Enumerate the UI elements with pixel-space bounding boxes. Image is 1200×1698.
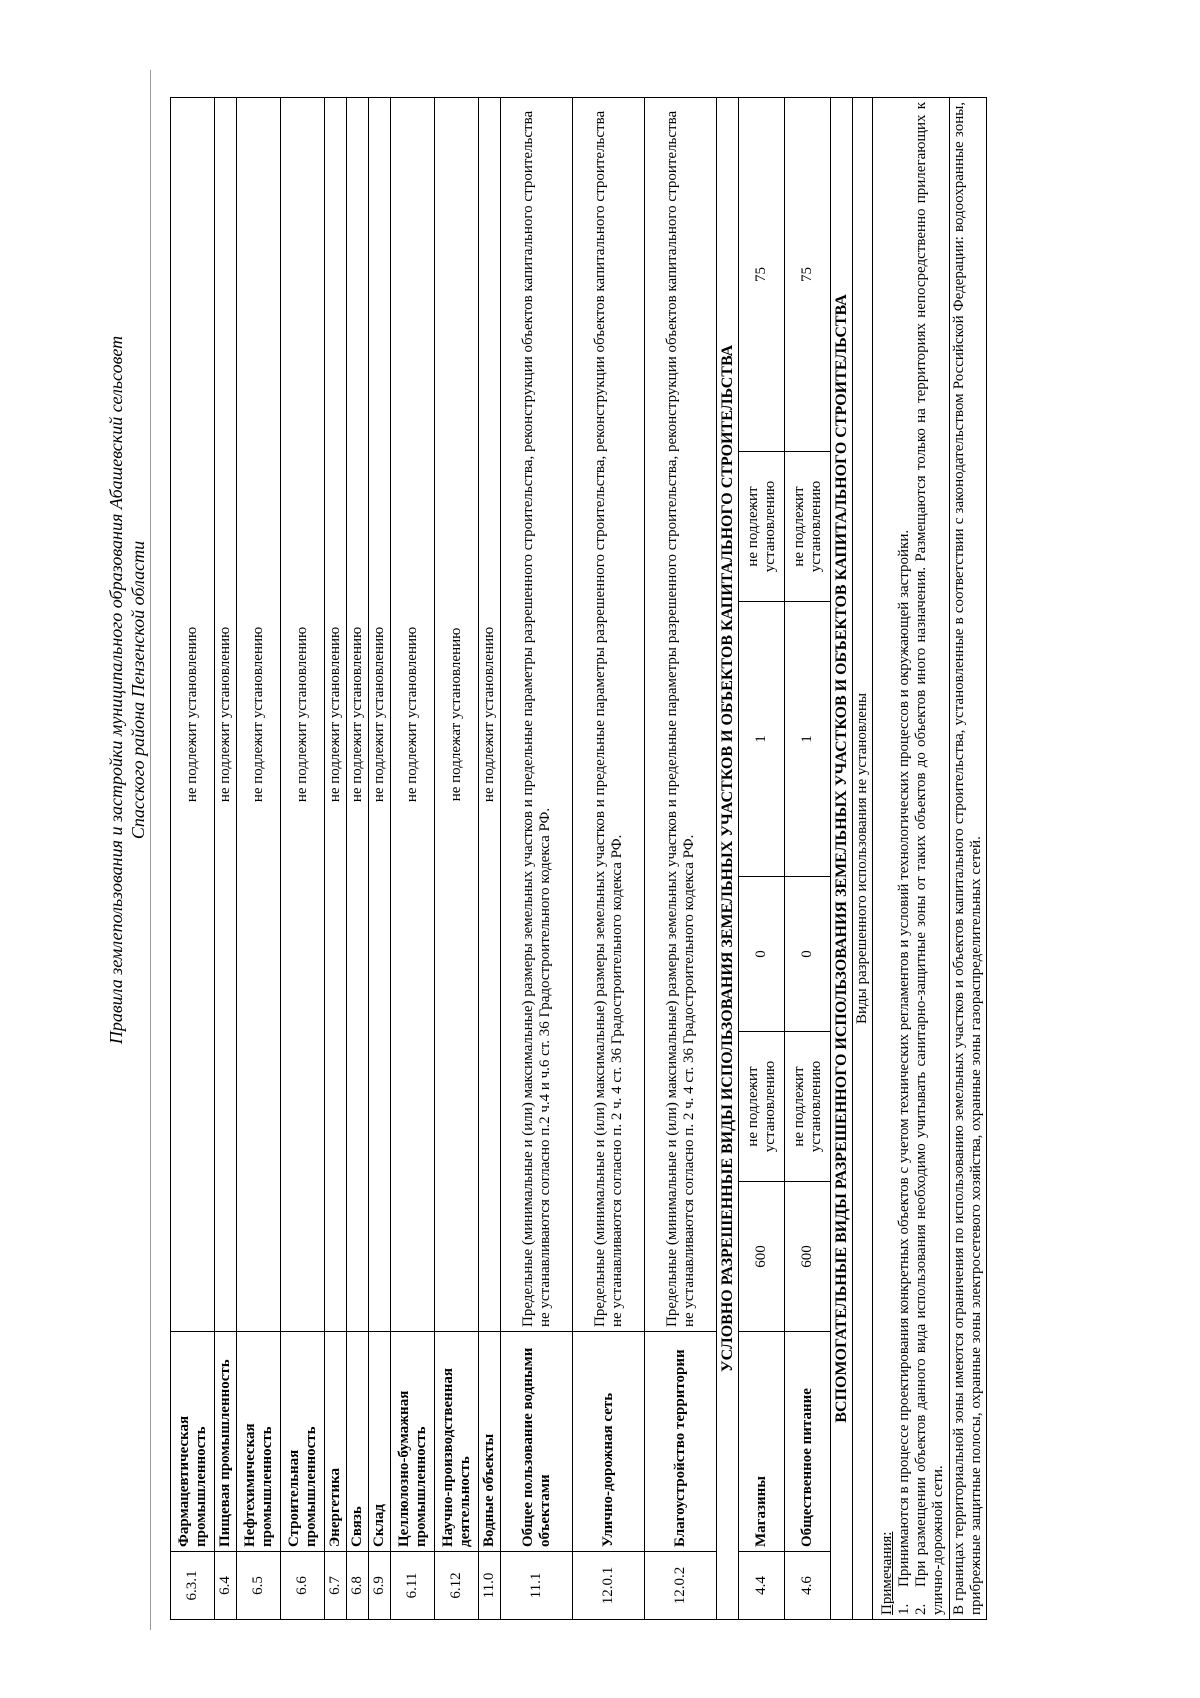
table-row (501, 97, 573, 1619)
row-value: Предельные (минимальные и (или) максимальные) размеры земельных участков и предельные параметры разрешенного строительства, реконструкции объектов капитального строительства не устанавливаются согласно п. 2 ч. 4 ст. 36 Градостроительного кодекса РФ. (573, 97, 645, 1331)
row-name: Улично-дорожная сеть (573, 1332, 645, 1552)
row-value: не подлежит установлению (171, 97, 215, 1331)
notes-title: Примечания: (879, 1531, 895, 1615)
table-row (435, 97, 479, 1619)
cell-setback: 0 (785, 877, 831, 1032)
footer-row (950, 97, 987, 1619)
note-text: Принимаются в процессе проектирования конкретных объектов с учетом технических регламентов и условий технологических процессов и окружающей застройки. (896, 529, 912, 1587)
row-value: не подлежит установлению (325, 97, 347, 1331)
footer-text: В границах территориальной зоны имеются ограничения по использованию земельных участков и объектов капитального строительства, установленные в соответствии с законодательством Российской Федерации: водоохранные зоны, прибрежные защитные полосы, охранные зоны электросетевого хозяйства, охранные зоны газораспределительных сетей. (950, 97, 987, 1619)
rotated-content (170, 98, 987, 1620)
cell-max-area: не подлежит установлению (739, 1032, 785, 1182)
note-number: 1. (896, 1603, 912, 1615)
row-name: Строительная промышленность (281, 1332, 325, 1552)
page-margin-line (150, 70, 151, 1630)
row-code: 6.4 (215, 1552, 237, 1620)
header-line-1: Правила землепользования и застройки муниципального образования Абашевский сельсовет (106, 335, 126, 1045)
cell-coverage: 75 (785, 97, 831, 451)
row-name: Общее пользование водными объектами (501, 1332, 573, 1552)
section-header-conditional (717, 97, 739, 1619)
table-row (325, 97, 347, 1619)
page-header (105, 80, 149, 1300)
row-value: не подлежит установлению (215, 97, 237, 1331)
row-code: 6.11 (391, 1552, 435, 1620)
row-name: Связь (347, 1332, 369, 1552)
notes-cell (873, 97, 950, 1619)
cell-floors: 1 (785, 602, 831, 877)
table-row (215, 97, 237, 1619)
table-row (281, 97, 325, 1619)
table-row (573, 97, 645, 1619)
note-text: При размещении объектов данного вида использования необходимо учитывать санитарно-защитные зоны от таких объектов до объектов иного назначения. Размещаются только на территориях непосредственно прилегающих к улично-дорожной сети. (913, 101, 946, 1615)
section-title: ВСПОМОГАТЕЛЬНЫЕ ВИДЫ РАЗРЕШЕННОГО ИСПОЛЬЗОВАНИЯ ЗЕМЕЛЬНЫХ УЧАСТКОВ И ОБЪЕКТОВ КАПИТАЛЬНОГО СТРОИТЕЛЬСТВА (831, 97, 853, 1619)
note-number: 2. (913, 1603, 929, 1615)
row-name: Фармацевтическая промышленность (171, 1332, 215, 1552)
row-value: не подлежат установлению (435, 97, 479, 1331)
note-item (896, 102, 913, 1615)
row-name: Целлюлозно-бумажная промышленность (391, 1332, 435, 1552)
row-code: 12.0.2 (645, 1552, 717, 1620)
row-name: Водные объекты (479, 1332, 501, 1552)
row-value: не подлежит установлению (347, 97, 369, 1331)
row-code: 6.9 (369, 1552, 391, 1620)
row-value: не подлежит установлению (281, 97, 325, 1331)
row-name: Магазины (739, 1332, 785, 1552)
table-row (347, 97, 369, 1619)
row-name: Пищевая промышленность (215, 1332, 237, 1552)
note-item (913, 102, 947, 1615)
table-row (785, 97, 831, 1619)
section-header-auxiliary (831, 97, 853, 1619)
cell-floors: 1 (739, 602, 785, 877)
row-name: Нефтехимическая промышленность (237, 1332, 281, 1552)
row-code: 6.7 (325, 1552, 347, 1620)
section-title: УСЛОВНО РАЗРЕШЕННЫЕ ВИДЫ ИСПОЛЬЗОВАНИЯ ЗЕМЕЛЬНЫХ УЧАСТКОВ И ОБЪЕКТОВ КАПИТАЛЬНОГО СТРОИТЕЛЬСТВА (717, 97, 739, 1619)
table-row (171, 97, 215, 1619)
row-code: 11.1 (501, 1552, 573, 1620)
row-value: не подлежит установлению (369, 97, 391, 1331)
row-code: 6.6 (281, 1552, 325, 1620)
row-code: 6.8 (347, 1552, 369, 1620)
notes-row (873, 97, 950, 1619)
row-name: Энергетика (325, 1332, 347, 1552)
table-row (391, 97, 435, 1619)
section-subtitle: Виды разрешенного использования не установлены (853, 97, 873, 1619)
row-name: Благоустройство территории (645, 1332, 717, 1552)
zoning-table (170, 97, 987, 1620)
cell-min-area: 600 (739, 1182, 785, 1332)
table-row (739, 97, 785, 1619)
row-value: не подлежит установлению (479, 97, 501, 1331)
row-code: 11.0 (479, 1552, 501, 1620)
row-code: 6.3.1 (171, 1552, 215, 1620)
row-code: 12.0.1 (573, 1552, 645, 1620)
table-row (237, 97, 281, 1619)
row-name: Научно-производственная деятельность (435, 1332, 479, 1552)
row-value: не подлежит установлению (391, 97, 435, 1331)
row-value: Предельные (минимальные и (или) максимальные) размеры земельных участков и предельные параметры разрешенного строительства, реконструкции объектов капитального строительства не устанавливаются согласно п.2 ч.4 и ч.6 ст. 36 Градостроительного кодекса РФ. (501, 97, 573, 1331)
row-name: Общественное питание (785, 1332, 831, 1552)
cell-height: не подлежит установлению (785, 452, 831, 602)
row-code: 6.5 (237, 1552, 281, 1620)
cell-coverage: 75 (739, 97, 785, 451)
cell-min-area: 600 (785, 1182, 831, 1332)
row-name: Склад (369, 1332, 391, 1552)
row-value: Предельные (минимальные и (или) максимальные) размеры земельных участков и предельные параметры разрешенного строительства, реконструкции объектов капитального строительства не устанавливаются согласно п. 2 ч. 4 ст. 36 Градостроительного кодекса РФ. (645, 97, 717, 1331)
table-row (645, 97, 717, 1619)
cell-height: не подлежит установлению (739, 452, 785, 602)
header-line-2: Спасского района Пензенской области (128, 540, 148, 840)
table-row (479, 97, 501, 1619)
row-code: 4.4 (739, 1552, 785, 1620)
cell-max-area: не подлежит установлению (785, 1032, 831, 1182)
table-row (369, 97, 391, 1619)
section-subtitle-row (853, 97, 873, 1619)
row-value: не подлежит установлению (237, 97, 281, 1331)
row-code: 4.6 (785, 1552, 831, 1620)
cell-setback: 0 (739, 877, 785, 1032)
row-code: 6.12 (435, 1552, 479, 1620)
